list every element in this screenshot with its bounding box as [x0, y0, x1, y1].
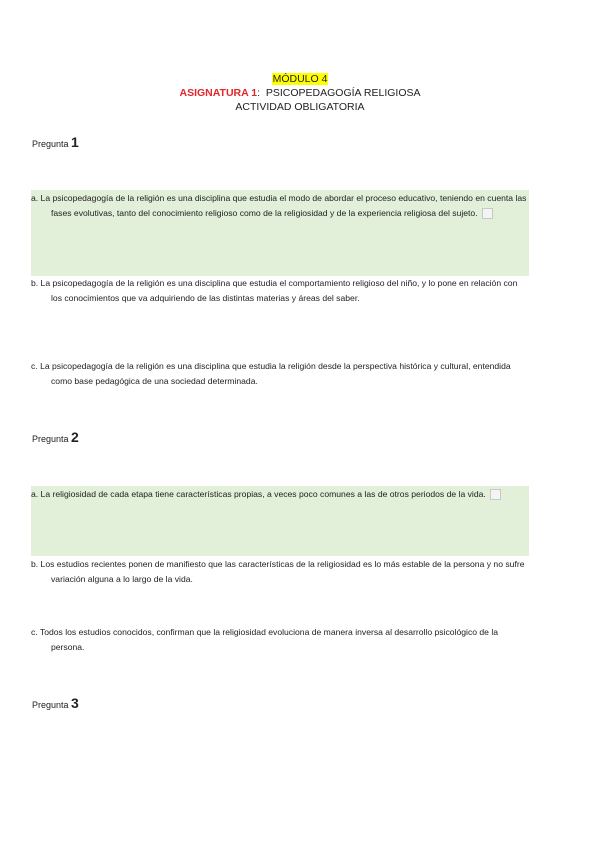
question-number: 3: [71, 695, 79, 711]
answer-option-1a[interactable]: [31, 190, 529, 276]
subject-name: PSICOPEDAGOGÍA RELIGIOSA: [265, 87, 421, 99]
answer-option-2b[interactable]: [31, 557, 529, 587]
question-heading-3: [32, 695, 79, 711]
question-number: 2: [71, 429, 79, 445]
question-label: Pregunta: [32, 139, 69, 149]
module-title: MÓDULO 4: [272, 73, 328, 85]
checkbox-icon[interactable]: [490, 489, 501, 500]
option-text: b. Los estudios recientes ponen de manifiesto que las características de la religiosidad es lo más estable de la persona y no sufre variación alguna a lo largo de la vida.: [31, 559, 525, 584]
subject-line: [0, 86, 600, 100]
option-text: c. La psicopedagogía de la religión es una disciplina que estudia la religión desde la perspectiva histórica y cultural, entendida como base pedagógica de una sociedad determinada.: [31, 361, 511, 386]
module-line: [0, 72, 600, 86]
subject-colon: :: [257, 87, 261, 99]
activity-title: ACTIVIDAD OBLIGATORIA: [235, 101, 365, 113]
answer-option-1c[interactable]: [31, 359, 529, 389]
answer-option-2c[interactable]: [31, 625, 529, 655]
document-header: [0, 72, 600, 114]
option-text: a. La psicopedagogía de la religión es una disciplina que estudia el modo de abordar el proceso educativo, teniendo en cuenta las fases evolutivas, tanto del conocimiento religioso como de la religiosidad y de la experiencia religiosa del sujeto.: [31, 193, 527, 218]
question-label: Pregunta: [32, 434, 69, 444]
option-text: a. La religiosidad de cada etapa tiene características propias, a veces poco comunes a las de otros periodos de la vida.: [31, 489, 486, 499]
answer-option-1b[interactable]: [31, 276, 529, 306]
option-text: c. Todos los estudios conocidos, confirman que la religiosidad evoluciona de manera inversa al desarrollo psicológico de la persona.: [31, 627, 499, 652]
question-number: 1: [71, 134, 79, 150]
question-label: Pregunta: [32, 700, 69, 710]
subject-label: ASIGNATURA 1: [179, 87, 258, 99]
answer-option-2a[interactable]: [31, 486, 529, 556]
option-text: b. La psicopedagogía de la religión es una disciplina que estudia el comportamiento religioso del niño, y lo pone en relación con los conocimientos que va adquiriendo de las distintas materias y áreas del saber.: [31, 278, 518, 303]
question-heading-1: [32, 134, 79, 150]
question-heading-2: [32, 429, 79, 445]
checkbox-icon[interactable]: [482, 208, 493, 219]
